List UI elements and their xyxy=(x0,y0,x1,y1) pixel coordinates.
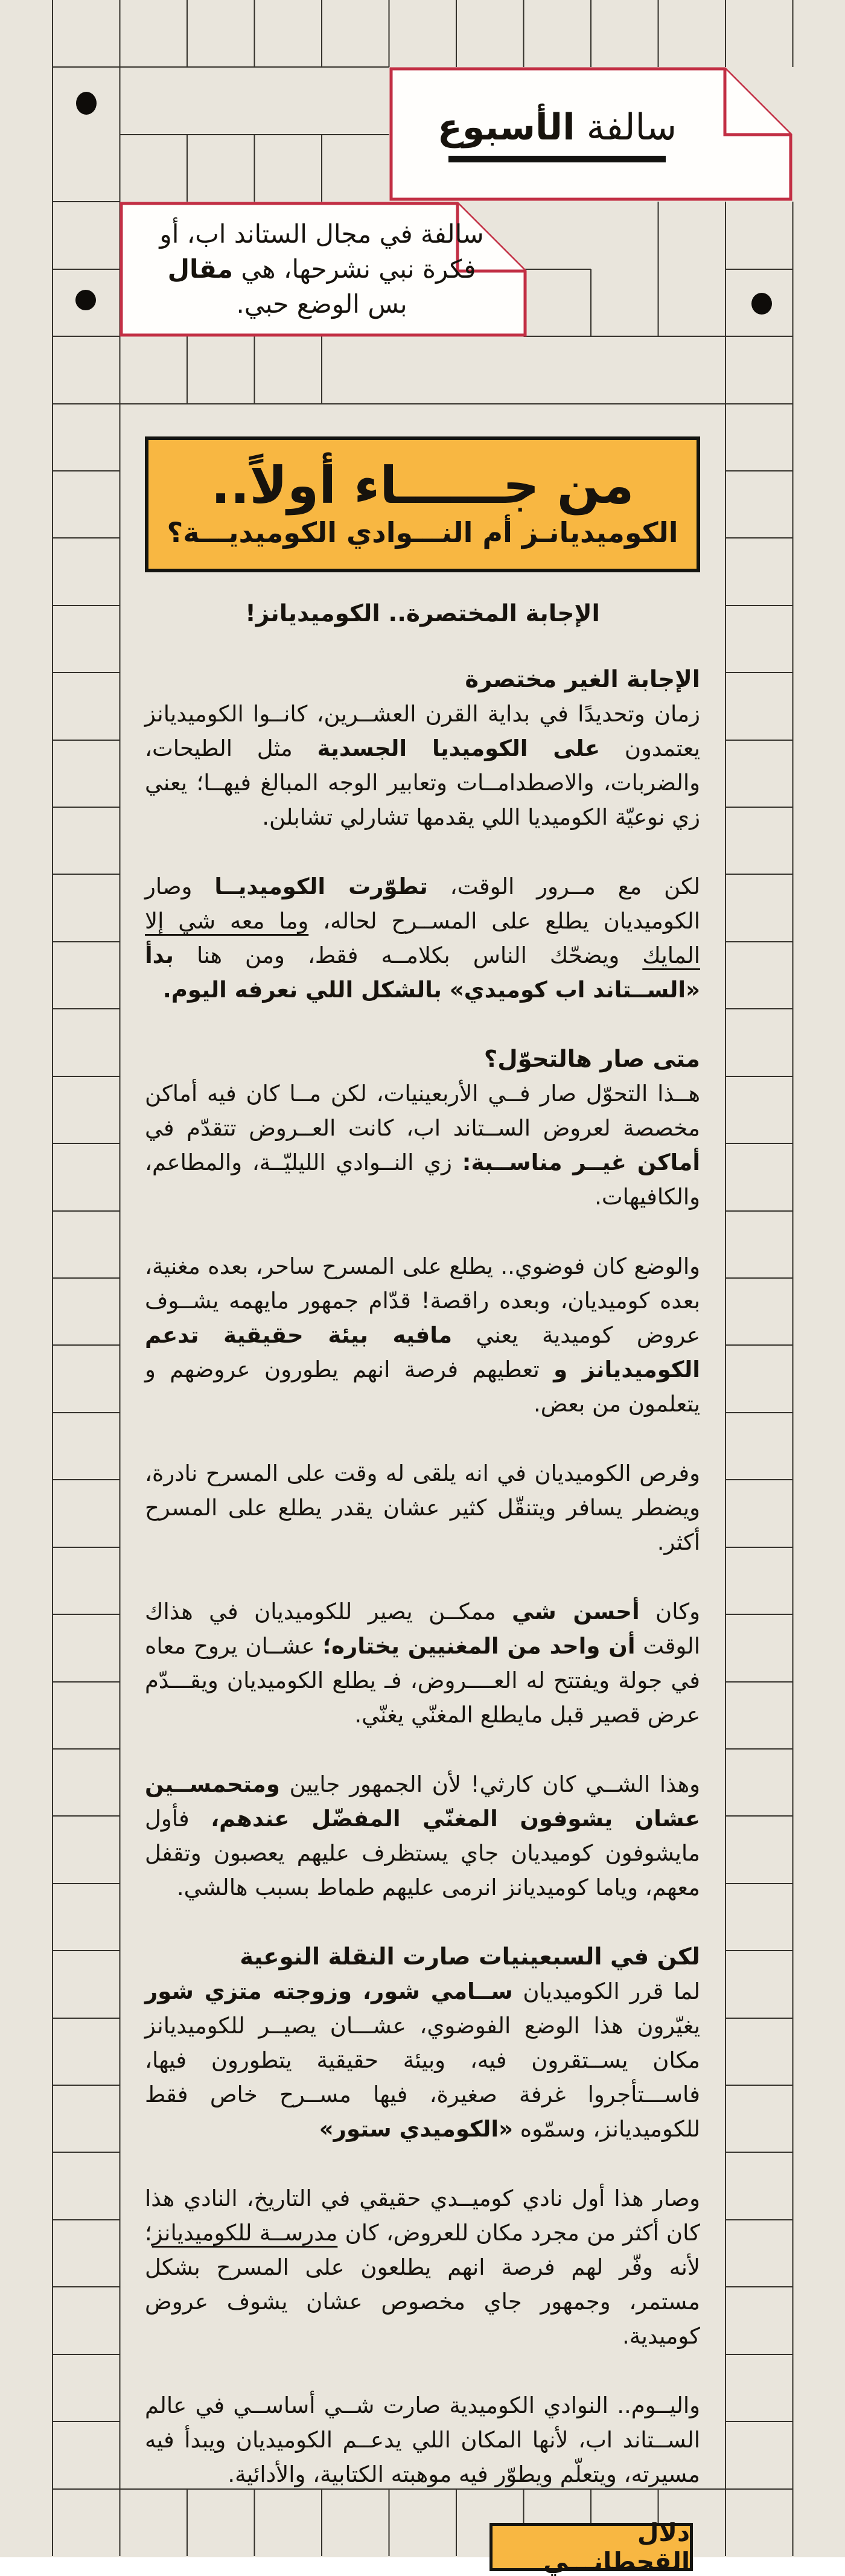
article-title-line2: الكوميديانـز أم النـــوادي الكوميديـــة؟ xyxy=(167,516,678,549)
article-card xyxy=(120,403,725,2576)
article-paragraph: واليــوم.. النوادي الكوميدية صارت شــي أساســي في عالم الســتاند اب، لأنها المكان اللي يدعــم الكوميديان ويبدأ فيه مسيرته، ويتعلّم ويطوّر فيه موهبته الكتابية، والأدائية. xyxy=(145,2392,700,2487)
short-answer-line: الإجابة المختصرة.. الكوميديانز! xyxy=(245,600,600,627)
article-paragraph: وصار هذا أول نادي كوميــدي حقيقي في التاريخ، النادي هذا كان أكثر من مجرد مكان للعروض، كان مدرســة للكوميديانز؛ لأنه وفّر لهم فرصة انهم يطلعون على المسرح بشكل مستمر، وجمهور جاي مخصوص عشان يشوف عروض كوميدية. xyxy=(145,2185,700,2349)
section-heading: الإجابة الغير مختصرة xyxy=(465,666,700,693)
article-paragraph: وفرص الكوميديان في انه يلقى له وقت على المسرح نادرة، ويضطر يسافر ويتنقّل كثير عشان يقدر يطلع على المسرح أكثر. xyxy=(145,1460,700,1555)
article-paragraph: وكان أحسن شي ممكــن يصير للكوميديان في هذاك الوقت أن واحد من المغنيين يختاره؛ عشــان يروح معاه في جولة ويفتتح له العــــروض، فـ يطلع الكوميديان ويقـــدّم عرض قصير قبل مايطلع المغنّي يغنّي. xyxy=(145,1599,700,1728)
article-paragraph: والوضع كان فوضوي.. يطلع على المسرح ساحر، بعده مغنية، بعده كوميديان، وبعده راقصة! قدّام جمهور مايهمه يشــوف عروض كوميدية يعني مافيه بيئة حقيقية تدعم الكوميديانز و تعطيهم فرصة انهم يطورون عروضهم و يتعلمون من بعض. xyxy=(145,1253,700,1417)
article-title-box xyxy=(145,436,700,572)
article-paragraph: وهذا الشــي كان كارثي! لأن الجمهور جايين ومتحمســين عشان يشوفون المغنّي المفضّل عندهم، فأول مايشوفون كوميديان جاي يستظرف عليهم يعصبون وتقفل معهم، وياما كوميديانز انرمى عليهم طماط بسبب هالشي. xyxy=(145,1771,700,1900)
article-title-line1: من جــــــاء أولاً.. xyxy=(211,455,634,515)
corner-dot xyxy=(76,92,97,115)
week-story-banner xyxy=(389,67,792,201)
article-paragraph: لكن مع مــرور الوقت، تطوّرت الكوميديــا وصار الكوميديان يطلع على المســرح لحاله، وما معه شي إلا المايك ويضحّك الناس بكلامــه فقط، ومن هنا بدأ «الســتاند اب كوميدي» بالشكل اللي نعرفه اليوم. xyxy=(145,874,700,1003)
article-paragraph: هــذا التحوّل صار فــي الأربعينيات، لكن مــا كان فيه أماكن مخصصة لعروض الســتاند اب، كانت العــروض تتقدّم في أماكن غيــر مناســبة: زي النــوادي الليليّــة، والمطاعم، والكافيهات. xyxy=(145,1081,700,1210)
corner-dot xyxy=(75,290,96,310)
author-name: دلال القحطانـــي xyxy=(543,2518,690,2576)
week-story-note-text: سالفة في مجال الستاند اب، أو فكرة نبي نشرحها، هي مقال بس الوضع حبي. xyxy=(159,219,484,319)
title-underline-bar xyxy=(448,156,666,162)
author-badge xyxy=(489,2518,693,2576)
article-paragraph: لما قرر الكوميديان ســامي شور، وزوجته متزي شور يغيّرون هذا الوضع الفوضوي، عشـــان يصيــر للكوميديانز مكان يســتقرون فيه، وبيئة حقيقية يتطورون فيها، فاســـتأجروا غرفة صغيرة، فيها مســرح خاص فقط للكوميديانز، وسمّوه «الكوميدي ستور» xyxy=(145,1978,700,2142)
section-heading: لكن في السبعينيات صارت النقلة النوعية xyxy=(240,1943,700,1970)
corner-dot xyxy=(751,293,772,315)
week-story-title-wrap xyxy=(389,67,725,201)
section-heading: متى صار هالتحوّل؟ xyxy=(483,1046,700,1073)
article-paragraph: زمان وتحديدًا في بداية القرن العشــرين، كانــوا الكوميديانز يعتمدون على الكوميديا الجسدية مثل الطيحات، والضربات، والاصطدامــات وتعابير الوجه المبالغ فيهــا؛ يعني زي نوعيّة الكوميديا اللي يقدمها تشارلي تشابلن. xyxy=(145,701,700,830)
week-story-note xyxy=(120,202,527,337)
week-story-title: سالفة الأسبوع xyxy=(437,106,677,149)
